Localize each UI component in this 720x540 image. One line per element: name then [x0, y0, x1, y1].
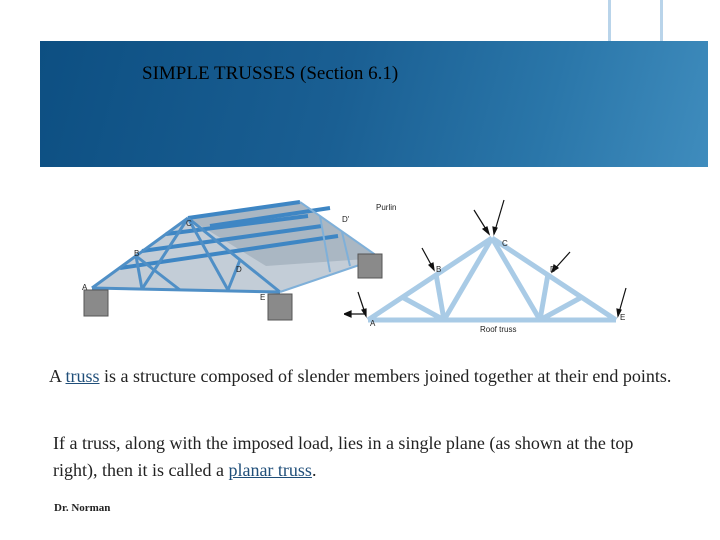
label-e-left: E — [260, 293, 266, 302]
label-a-left: A — [82, 283, 88, 292]
truss-definition-paragraph — [49, 364, 689, 389]
label-e-right: E — [620, 313, 626, 322]
planar-truss-link[interactable]: planar truss — [228, 460, 312, 480]
paragraph1-post: is a structure composed of slender members joined together at their end points. — [99, 366, 672, 386]
paragraph2-pre: If a truss, along with the imposed load, lies in a single plane (as shown at the top right), then it is called a — [53, 433, 634, 480]
planar-truss-paragraph — [53, 430, 673, 484]
roof-truss-planar-figure — [344, 196, 630, 350]
slide-title: SIMPLE TRUSSES (Section 6.1) — [142, 63, 399, 84]
label-d-left: D — [236, 265, 242, 274]
label-purlin: Purlin — [376, 203, 397, 212]
label-d-prime: D' — [342, 215, 350, 224]
title-banner — [40, 41, 708, 167]
paragraph1-pre: A — [49, 366, 66, 386]
label-b-right: B — [436, 265, 442, 274]
author-name: Dr. Norman — [54, 502, 111, 514]
label-a-right: A — [370, 319, 376, 328]
decor-bar-2 — [660, 0, 663, 41]
figure-caption: Roof truss — [480, 325, 517, 334]
label-c-left: C — [186, 219, 192, 228]
truss-link[interactable]: truss — [65, 366, 100, 386]
decor-bar-1 — [608, 0, 611, 41]
label-b-left: B — [134, 249, 140, 258]
label-d-right: D — [550, 265, 556, 274]
paragraph2-post: . — [311, 460, 317, 480]
label-c-right: C — [502, 239, 508, 248]
